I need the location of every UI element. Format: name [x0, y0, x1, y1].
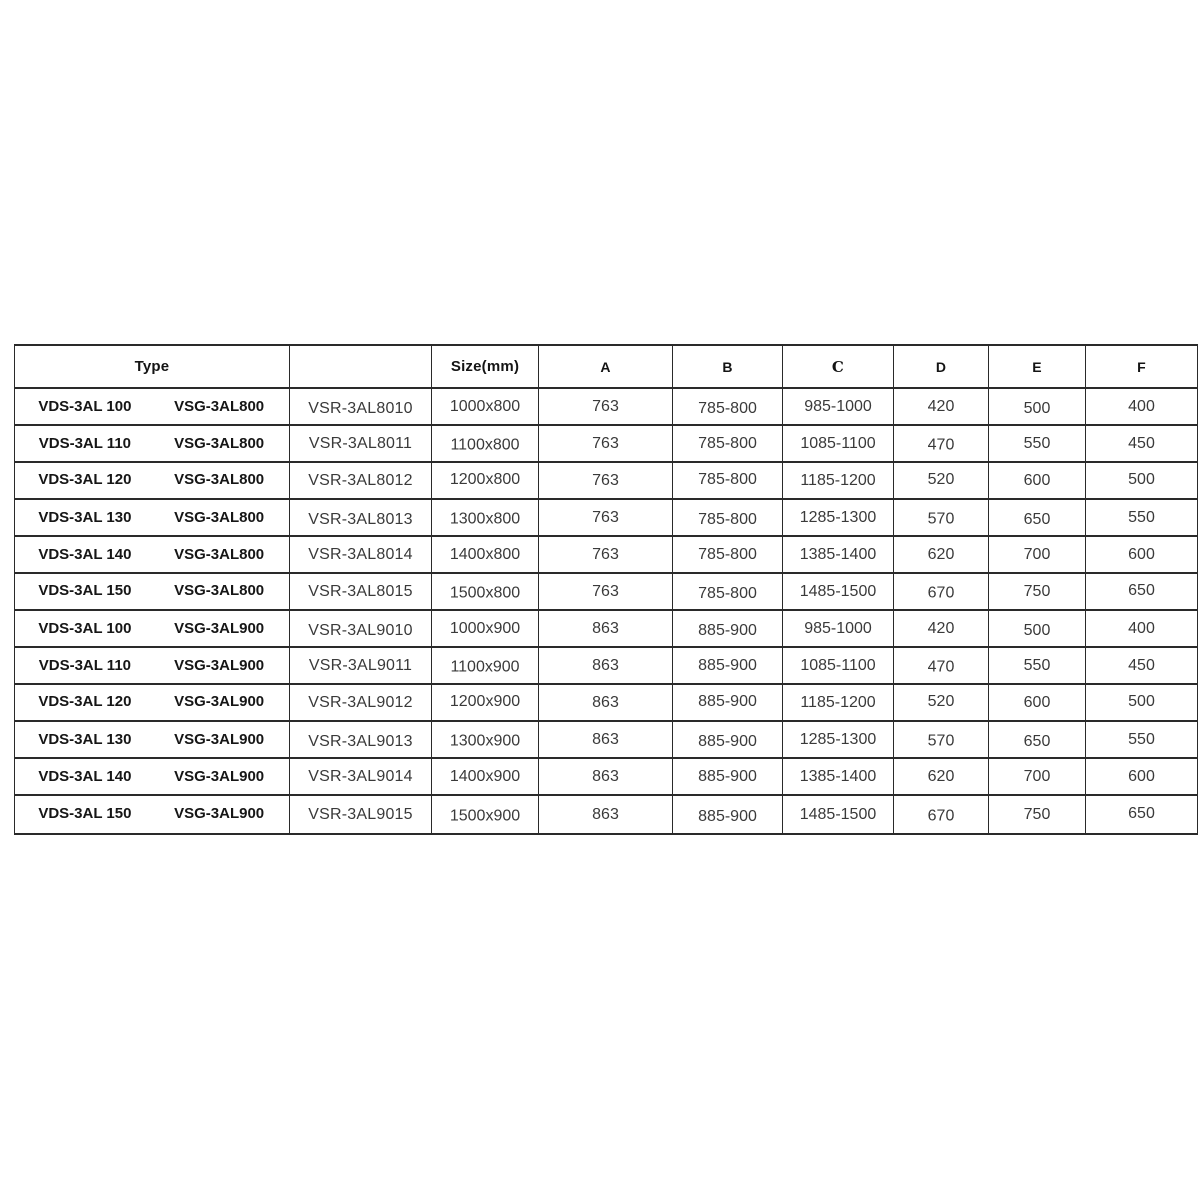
cell-text: 985-1000 [804, 619, 872, 637]
cell-c [783, 795, 894, 834]
cell-b [673, 610, 783, 647]
cell-c [783, 388, 894, 425]
table-row [15, 795, 1198, 834]
cell-type [15, 388, 290, 425]
cell-e [989, 573, 1086, 610]
table-row [15, 647, 1198, 684]
cell-text: 670 [927, 584, 955, 601]
cell-a [539, 462, 673, 499]
cell-text: 470 [927, 436, 955, 453]
cell-f [1086, 795, 1198, 834]
cell-text: 550 [1023, 434, 1051, 452]
cell-c [783, 610, 894, 647]
cell-text: 1100x800 [450, 436, 520, 453]
column-header-d: D [894, 345, 989, 388]
cell-b [673, 647, 783, 684]
cell-c [783, 573, 894, 610]
cell-text: 785-800 [698, 545, 757, 563]
cell-type [15, 795, 290, 834]
cell-a [539, 721, 673, 758]
cell-text: VSR-3AL8012 [308, 471, 413, 489]
cell-text: 1000x800 [449, 397, 521, 415]
cell-text: 1500x800 [449, 584, 521, 601]
cell-a [539, 536, 673, 573]
type-vds-label: VDS-3AL 140 [38, 545, 132, 563]
cell-a [539, 425, 673, 462]
cell-text: 650 [1023, 732, 1051, 750]
cell-type [15, 610, 290, 647]
cell-d [894, 647, 989, 684]
cell-text: VSR-3AL9014 [308, 767, 413, 785]
table-row [15, 684, 1198, 721]
cell-text: 550 [1128, 508, 1155, 526]
type-vds-label: VDS-3AL 100 [38, 397, 132, 415]
cell-text: 1000x900 [449, 619, 521, 637]
cell-text: 1100x900 [450, 658, 520, 675]
cell-b [673, 721, 783, 758]
cell-a [539, 610, 673, 647]
cell-text: 1485-1500 [799, 582, 877, 600]
cell-text: 600 [1023, 693, 1051, 711]
cell-d [894, 721, 989, 758]
cell-c [783, 684, 894, 721]
cell-text: 470 [927, 658, 955, 675]
cell-text: 1285-1300 [799, 508, 877, 526]
type-vds-label: VDS-3AL 100 [38, 619, 132, 637]
cell-type [15, 647, 290, 684]
type-vds-label: VDS-3AL 150 [38, 581, 132, 599]
cell-text: 1285-1300 [799, 730, 877, 748]
type-vsg-label: VSG-3AL900 [174, 730, 265, 748]
cell-text: 600 [1128, 767, 1155, 785]
cell-b [673, 684, 783, 721]
cell-text: 600 [1023, 471, 1051, 489]
cell-type [15, 462, 290, 499]
cell-e [989, 758, 1086, 795]
cell-text: VSR-3AL8015 [308, 582, 413, 600]
cell-e [989, 721, 1086, 758]
cell-c [783, 425, 894, 462]
type-vds-label: VDS-3AL 130 [38, 730, 132, 748]
header-row [15, 345, 1198, 388]
cell-text: 400 [1128, 619, 1155, 637]
cell-text: 863 [592, 730, 619, 748]
cell-d [894, 610, 989, 647]
cell-text: 520 [927, 470, 955, 488]
cell-d [894, 536, 989, 573]
cell-f [1086, 758, 1198, 795]
cell-text: 500 [1023, 621, 1051, 639]
column-header-f: F [1086, 345, 1198, 388]
cell-type [15, 758, 290, 795]
cell-model [290, 499, 432, 536]
cell-text: 763 [592, 582, 619, 600]
cell-size [432, 388, 539, 425]
type-vsg-label: VSG-3AL800 [174, 581, 265, 599]
cell-size [432, 499, 539, 536]
cell-text: 1185-1200 [800, 471, 876, 489]
cell-text: 1185-1200 [800, 693, 876, 711]
cell-text: 1300x800 [449, 510, 521, 527]
cell-size [432, 758, 539, 795]
cell-text: 885-900 [698, 767, 757, 785]
cell-f [1086, 536, 1198, 573]
cell-text: 550 [1128, 730, 1155, 748]
cell-text: VSR-3AL9013 [308, 732, 413, 750]
cell-f [1086, 647, 1198, 684]
cell-text: 763 [592, 434, 619, 452]
table-row [15, 462, 1198, 499]
cell-text: VSR-3AL8013 [308, 510, 413, 528]
cell-e [989, 462, 1086, 499]
cell-text: 1385-1400 [799, 767, 877, 785]
cell-text: 763 [592, 508, 619, 526]
type-vsg-label: VSG-3AL900 [174, 656, 265, 674]
cell-text: 785-800 [698, 470, 757, 488]
table-row [15, 536, 1198, 573]
cell-text: 420 [927, 619, 955, 637]
cell-size [432, 795, 539, 834]
cell-a [539, 573, 673, 610]
cell-model [290, 536, 432, 573]
cell-size [432, 647, 539, 684]
cell-text: 450 [1128, 656, 1155, 674]
cell-text: 863 [592, 693, 619, 711]
cell-size [432, 684, 539, 721]
column-header-a: A [539, 345, 673, 388]
cell-b [673, 425, 783, 462]
cell-d [894, 684, 989, 721]
cell-model [290, 573, 432, 610]
cell-text: 863 [592, 619, 619, 637]
table-row [15, 758, 1198, 795]
cell-c [783, 462, 894, 499]
cell-text: 700 [1023, 545, 1051, 563]
cell-text: 885-900 [698, 807, 757, 825]
cell-e [989, 536, 1086, 573]
cell-d [894, 758, 989, 795]
cell-text: 570 [927, 732, 955, 749]
column-header-e: E [989, 345, 1086, 388]
cell-text: 750 [1023, 582, 1051, 600]
cell-text: VSR-3AL9011 [308, 656, 413, 674]
type-vds-label: VDS-3AL 140 [38, 767, 132, 785]
cell-text: 1300x900 [449, 732, 521, 749]
cell-e [989, 795, 1086, 834]
cell-e [989, 425, 1086, 462]
column-header-model [290, 345, 432, 388]
cell-text: 420 [927, 397, 955, 415]
cell-f [1086, 721, 1198, 758]
cell-text: 763 [592, 545, 619, 563]
cell-model [290, 425, 432, 462]
cell-size [432, 425, 539, 462]
cell-text: 650 [1128, 581, 1155, 599]
cell-type [15, 573, 290, 610]
cell-b [673, 536, 783, 573]
cell-text: 520 [927, 692, 955, 710]
cell-a [539, 758, 673, 795]
type-vsg-label: VSG-3AL900 [174, 692, 265, 710]
cell-d [894, 388, 989, 425]
cell-text: 620 [927, 767, 955, 785]
type-vds-label: VDS-3AL 150 [38, 804, 132, 822]
cell-type [15, 499, 290, 536]
cell-text: 1200x900 [449, 692, 521, 710]
cell-text: 1085-1100 [800, 434, 876, 452]
cell-b [673, 795, 783, 834]
cell-model [290, 758, 432, 795]
type-vsg-label: VSG-3AL900 [174, 767, 265, 785]
cell-d [894, 499, 989, 536]
cell-text: 700 [1023, 767, 1051, 785]
table-row [15, 499, 1198, 536]
table-row [15, 425, 1198, 462]
cell-text: 863 [592, 767, 619, 785]
cell-a [539, 388, 673, 425]
cell-text: 1400x800 [449, 545, 521, 563]
cell-f [1086, 499, 1198, 536]
type-vsg-label: VSG-3AL900 [174, 619, 265, 637]
cell-text: VSR-3AL9012 [308, 693, 413, 711]
cell-text: 1200x800 [449, 470, 521, 488]
cell-text: 985-1000 [804, 397, 872, 415]
cell-text: VSR-3AL8014 [308, 545, 413, 563]
type-vds-label: VDS-3AL 130 [38, 508, 132, 526]
table-row [15, 721, 1198, 758]
spec-table [14, 344, 1198, 835]
table-row [15, 388, 1198, 425]
cell-text: 863 [592, 656, 619, 674]
cell-text: 570 [927, 510, 955, 527]
cell-text: 650 [1023, 510, 1051, 528]
column-header-b: B [673, 345, 783, 388]
cell-e [989, 388, 1086, 425]
cell-text: 500 [1128, 470, 1155, 488]
column-header-type: Type [15, 345, 290, 388]
cell-type [15, 425, 290, 462]
cell-text: 1485-1500 [799, 805, 877, 823]
type-vds-label: VDS-3AL 110 [38, 656, 132, 674]
cell-e [989, 647, 1086, 684]
column-header-size: Size(mm) [432, 345, 539, 388]
cell-text: 785-800 [698, 510, 757, 528]
cell-size [432, 462, 539, 499]
type-vsg-label: VSG-3AL800 [174, 434, 265, 452]
type-vsg-label: VSG-3AL800 [174, 470, 265, 488]
type-vsg-label: VSG-3AL800 [174, 508, 265, 526]
cell-e [989, 499, 1086, 536]
cell-text: VSR-3AL9015 [308, 805, 413, 823]
cell-a [539, 795, 673, 834]
cell-text: 785-800 [698, 584, 757, 602]
cell-text: 1400x900 [449, 767, 521, 785]
cell-text: 750 [1023, 805, 1051, 823]
type-vsg-label: VSG-3AL800 [174, 397, 265, 415]
cell-text: VSR-3AL8011 [308, 434, 413, 452]
cell-text: 1085-1100 [800, 656, 876, 674]
cell-text: VSR-3AL8010 [308, 399, 413, 417]
type-vsg-label: VSG-3AL800 [174, 545, 265, 563]
cell-size [432, 610, 539, 647]
cell-f [1086, 684, 1198, 721]
cell-e [989, 684, 1086, 721]
cell-text: 650 [1128, 804, 1155, 822]
cell-text: 400 [1128, 397, 1155, 415]
cell-d [894, 795, 989, 834]
cell-text: 1500x900 [449, 807, 521, 824]
cell-text: 500 [1128, 692, 1155, 710]
cell-text: 670 [927, 807, 955, 824]
cell-d [894, 462, 989, 499]
type-vsg-label: VSG-3AL900 [174, 804, 265, 822]
cell-size [432, 536, 539, 573]
cell-text: VSR-3AL9010 [308, 621, 413, 639]
cell-c [783, 721, 894, 758]
cell-model [290, 388, 432, 425]
cell-text: 763 [592, 471, 619, 489]
cell-a [539, 499, 673, 536]
column-header-c: C [783, 345, 894, 388]
cell-c [783, 499, 894, 536]
cell-text: 863 [592, 805, 619, 823]
cell-f [1086, 610, 1198, 647]
cell-b [673, 573, 783, 610]
cell-c [783, 647, 894, 684]
cell-b [673, 388, 783, 425]
cell-model [290, 684, 432, 721]
cell-text: 550 [1023, 656, 1051, 674]
cell-text: 763 [592, 397, 619, 415]
cell-b [673, 758, 783, 795]
cell-b [673, 499, 783, 536]
type-vds-label: VDS-3AL 120 [38, 470, 132, 488]
cell-type [15, 684, 290, 721]
cell-a [539, 647, 673, 684]
cell-model [290, 610, 432, 647]
cell-c [783, 758, 894, 795]
cell-size [432, 573, 539, 610]
type-vds-label: VDS-3AL 110 [38, 434, 132, 452]
cell-text: 885-900 [698, 732, 757, 750]
cell-e [989, 610, 1086, 647]
cell-type [15, 721, 290, 758]
cell-f [1086, 573, 1198, 610]
cell-type [15, 536, 290, 573]
cell-model [290, 462, 432, 499]
cell-c [783, 536, 894, 573]
cell-f [1086, 425, 1198, 462]
cell-text: 450 [1128, 434, 1155, 452]
cell-model [290, 721, 432, 758]
cell-text: 785-800 [698, 399, 757, 417]
cell-f [1086, 462, 1198, 499]
table-row [15, 573, 1198, 610]
cell-b [673, 462, 783, 499]
cell-f [1086, 388, 1198, 425]
cell-model [290, 795, 432, 834]
cell-text: 885-900 [698, 692, 757, 710]
cell-d [894, 573, 989, 610]
type-vds-label: VDS-3AL 120 [38, 692, 132, 710]
cell-size [432, 721, 539, 758]
cell-text: 785-800 [698, 434, 757, 452]
cell-d [894, 425, 989, 462]
cell-text: 885-900 [698, 656, 757, 674]
cell-model [290, 647, 432, 684]
cell-text: 885-900 [698, 621, 757, 639]
cell-text: 600 [1128, 545, 1155, 563]
cell-text: 1385-1400 [799, 545, 877, 563]
cell-a [539, 684, 673, 721]
table-row [15, 610, 1198, 647]
cell-text: 500 [1023, 399, 1051, 417]
cell-text: 620 [927, 545, 955, 563]
